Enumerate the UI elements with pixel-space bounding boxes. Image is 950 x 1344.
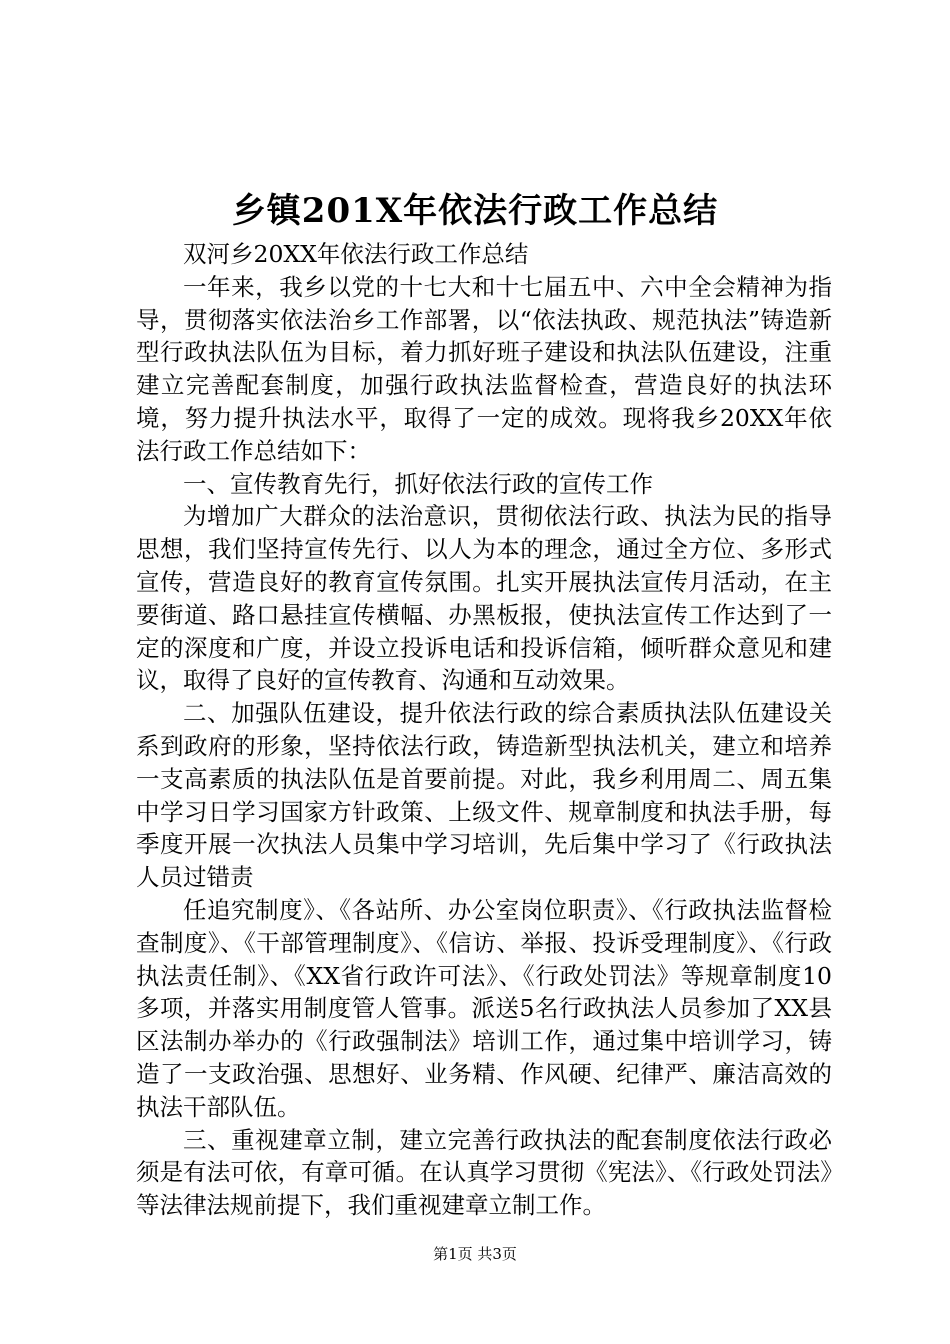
paragraph-subtitle: 双河乡20XX年依法行政工作总结 (183, 240, 529, 268)
document-body (136, 238, 832, 1222)
paragraph-section-2-continued: 任追究制度》、《各站所、办公室岗位职责》、《行政执法监督检查制度》、《干部管理制度》、《信访、举报、投诉受理制度》、《行政执法责任制》、《XX省行政许可法》、《行政处罚法》等规章制度10多项，并落实用制度管人管事。派送5名行政执法人员参加了XX县区法制办举办的《行政强制法》培训工作，通过集中培训学习，铸造了一支政治强、思想好、业务精、作风硬、纪律严、廉洁高效的执法干部队伍。 (136, 895, 832, 1121)
page-number-footer: 第1页 共3页 (433, 1245, 517, 1263)
paragraph-section-1: 为增加广大群众的法治意识，贯彻依法行政、执法为民的指导思想，我们坚持宣传先行、以人为本的理念，通过全方位、多形式宣传，营造良好的教育宣传氛围。扎实开展执法宣传月活动，在主要街道、路口悬挂宣传横幅、办黑板报，使执法宣传工作达到了一定的深度和广度，并设立投诉电话和投诉信箱，倾听群众意见和建议，取得了良好的宣传教育、沟通和互动效果。 (136, 502, 832, 695)
paragraph-intro: 一年来，我乡以党的十七大和十七届五中、六中全会精神为指导，贯彻落实依法治乡工作部署，以“依法执政、规范执法”铸造新型行政执法队伍为目标，着力抓好班子建设和执法队伍建设，注重建立完善配套制度，加强行政执法监督检查，营造良好的执法环境，努力提升执法水平，取得了一定的成效。现将我乡20XX年依法行政工作总结如下： (136, 272, 832, 465)
paragraph-heading-1: 一、宣传教育先行，抓好依法行政的宣传工作 (183, 469, 653, 498)
document-title: 乡镇201X年依法行政工作总结 (231, 191, 719, 231)
paragraph-section-2: 二、加强队伍建设，提升依法行政的综合素质执法队伍建设关系到政府的形象，坚持依法行政，铸造新型执法机关，建立和培养一支高素质的执法队伍是首要前提。对此，我乡利用周二、周五集中学习日学习国家方针政策、上级文件、规章制度和执法手册，每季度开展一次执法人员集中学习培训，先后集中学习了《行政执法人员过错责 (136, 699, 832, 892)
paragraph-section-3: 三、重视建章立制，建立完善行政执法的配套制度依法行政必须是有法可依，有章可循。在认真学习贯彻《宪法》、《行政处罚法》等法律法规前提下，我们重视建章立制工作。 (136, 1125, 832, 1220)
